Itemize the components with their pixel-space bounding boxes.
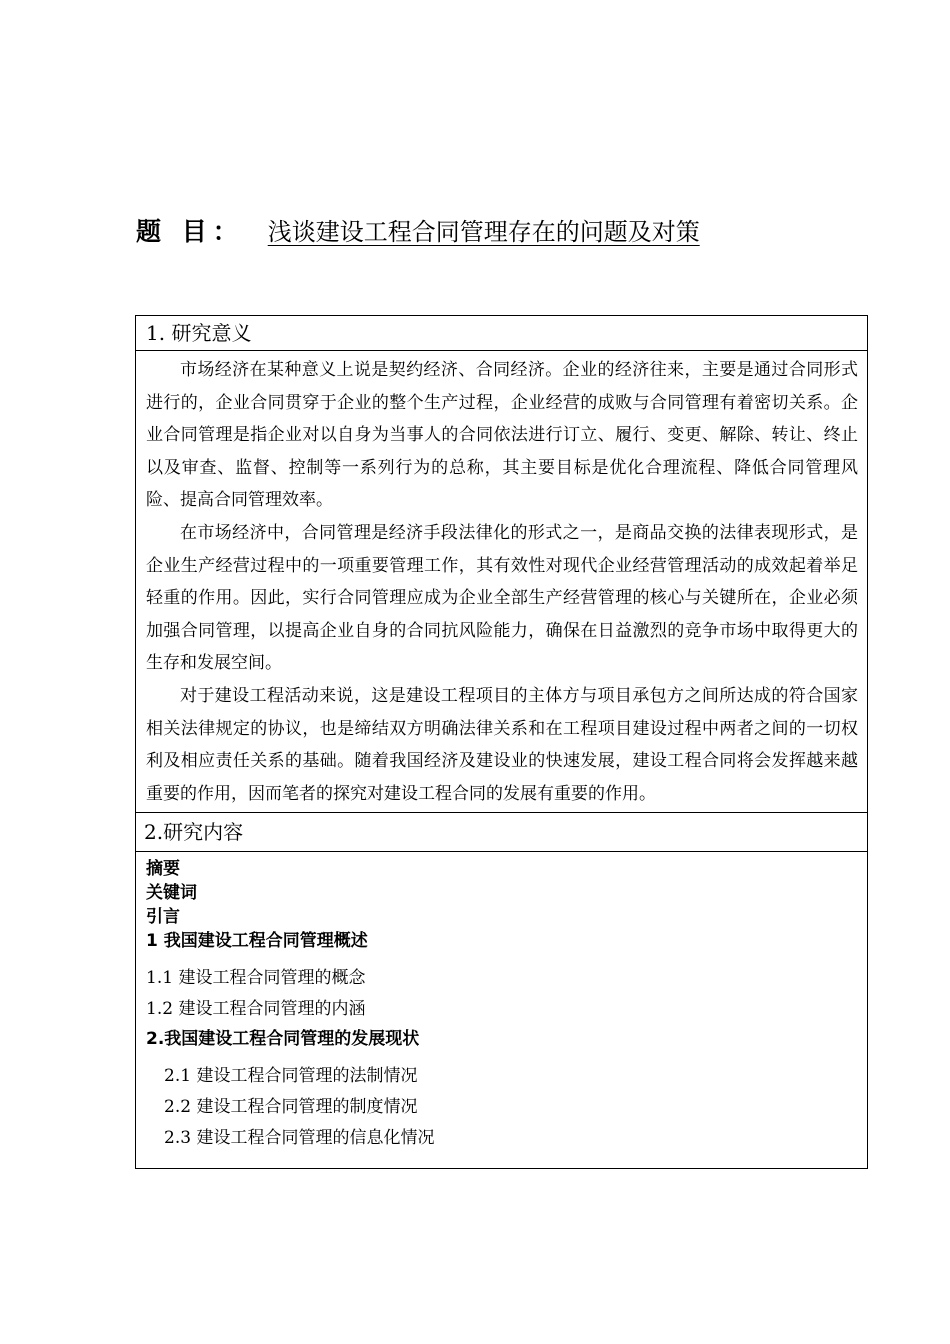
title-label: 题 目： (136, 217, 244, 246)
outline-item-intro: 引言 (146, 907, 180, 928)
outline-item-ch2-1: 2.1 建设工程合同管理的法制情况 (164, 1066, 418, 1087)
section2-heading: 2.研究内容 (136, 813, 867, 852)
section1-body (136, 351, 867, 813)
outline-item-ch2-2: 2.2 建设工程合同管理的制度情况 (164, 1097, 418, 1118)
outline-item-abstract: 摘要 (146, 859, 180, 880)
section1-paragraph: 对于建设工程活动来说，这是建设工程项目的主体方与项目承包方之间所达成的符合国家相关法律规定的协议，也是缔结双方明确法律关系和在工程项目建设过程中两者之间的一切权利及相应责任关系的基础。随着我国经济及建设业的快速发展，建设工程合同将会发挥越来越重要的作用，因而笔者的探究对建设工程合同的发展有重要的作用。 (146, 685, 858, 804)
section2-outline (136, 852, 867, 1168)
outline-item-ch1-2: 1.2 建设工程合同管理的内涵 (146, 999, 366, 1020)
section1-heading: 1. 研究意义 (136, 316, 867, 351)
section1-paragraph: 市场经济在某种意义上说是契约经济、合同经济。企业的经济往来，主要是通过合同形式进行的，企业合同贯穿于企业的整个生产过程，企业经营的成败与合同管理有着密切关系。企业合同管理是指企业对以自身为当事人的合同依法进行订立、履行、变更、解除、转让、终止以及审查、监督、控制等一系列行为的总称，其主要目标是优化合理流程、降低合同管理风险、提高合同管理效率。 (146, 360, 858, 511)
section1-paragraph: 在市场经济中，合同管理是经济手段法律化的形式之一，是商品交换的法律表现形式，是企业生产经营过程中的一项重要管理工作，其有效性对现代企业经营管理活动的成效起着举足轻重的作用。因此，实行合同管理应成为企业全部生产经营管理的核心与关键所在，企业必须加强合同管理，以提高企业自身的合同抗风险能力，确保在日益激烈的竞争市场中取得更大的生存和发展空间。 (146, 522, 858, 674)
title-text: 浅谈建设工程合同管理存在的问题及对策 (267, 218, 700, 246)
outline-item-ch2-3: 2.3 建设工程合同管理的信息化情况 (164, 1128, 435, 1149)
document-title (136, 212, 700, 252)
proposal-table (135, 315, 868, 1169)
outline-item-ch1: 1 我国建设工程合同管理概述 (146, 931, 368, 952)
outline-item-keywords: 关键词 (146, 883, 197, 904)
outline-item-ch2: 2.我国建设工程合同管理的发展现状 (146, 1029, 420, 1050)
outline-item-ch1-1: 1.1 建设工程合同管理的概念 (146, 968, 366, 989)
